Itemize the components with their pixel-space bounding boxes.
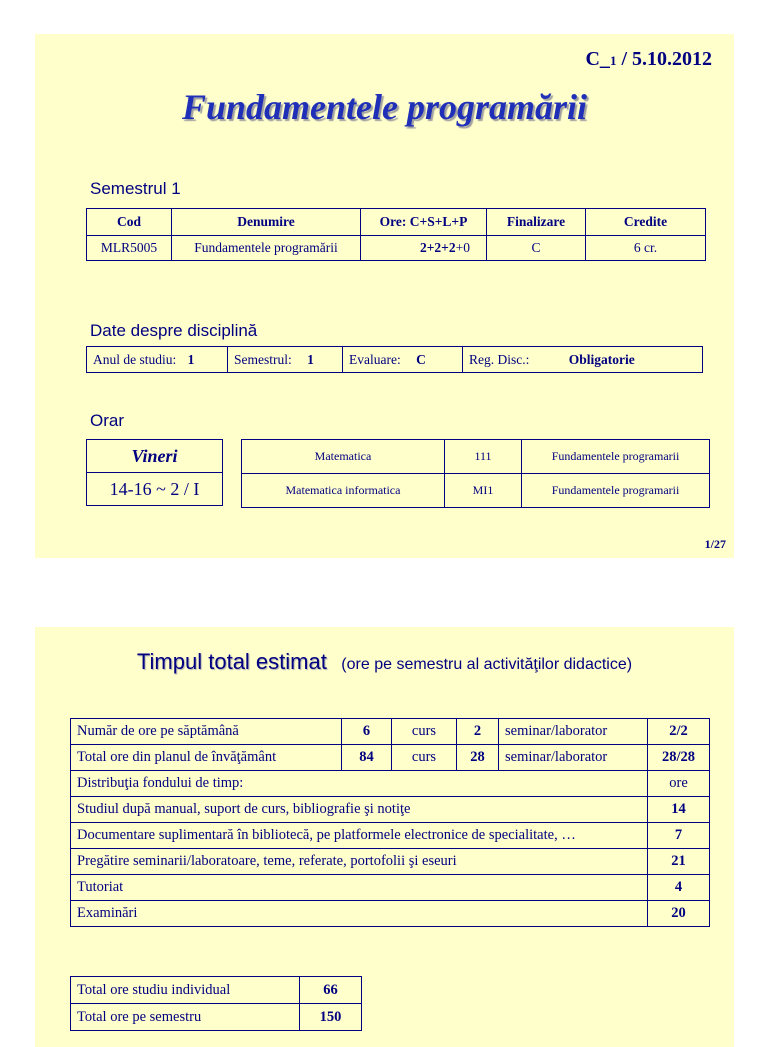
schedule-day-box xyxy=(86,439,223,506)
year-value: 1 xyxy=(187,351,195,367)
row-sem-value: 28/28 xyxy=(648,745,710,771)
semester-value: 1 xyxy=(307,351,314,367)
distribution-item-label: Documentare suplimentară în bibliotecă, pe platformele electronice de specialitate, … xyxy=(71,823,648,849)
header-cod: Cod xyxy=(87,209,172,236)
row-sem-value: 2/2 xyxy=(648,719,710,745)
course-table xyxy=(86,208,706,261)
distribution-item-label: Tutoriat xyxy=(71,875,648,901)
discipline-heading: Date despre disciplină xyxy=(90,321,258,340)
distribution-item-label: Examinări xyxy=(71,901,648,927)
evaluation-value: C xyxy=(416,351,426,367)
group-code: 111 xyxy=(445,440,522,474)
page-number: 1/27 xyxy=(704,537,726,551)
schedule-time-row xyxy=(87,473,223,506)
cell-credite: 6 cr. xyxy=(586,236,706,261)
totals-label: Total ore pe semestru xyxy=(71,1004,300,1031)
cell-ore xyxy=(361,236,487,261)
row-sem-label: seminar/laborator xyxy=(499,719,648,745)
groups-table xyxy=(241,439,710,508)
header-ore: Ore: C+S+L+P xyxy=(361,209,487,236)
group-row xyxy=(242,474,710,508)
distribution-row xyxy=(71,797,710,823)
slide2-title-block xyxy=(35,649,734,675)
cell-ore-bold: 2+2+2 xyxy=(419,240,456,255)
row-curs-label: curs xyxy=(392,745,457,771)
discipline-row xyxy=(87,347,703,373)
row-label: Număr de ore pe săptămână xyxy=(71,719,342,745)
cell-finalizare: C xyxy=(487,236,586,261)
distribution-header-row xyxy=(71,771,710,797)
totals-value: 66 xyxy=(300,977,362,1004)
schedule-day-row xyxy=(87,440,223,473)
hours-table xyxy=(70,718,710,927)
schedule-day: Vineri xyxy=(87,440,223,473)
group-specialization: Matematica xyxy=(242,440,445,474)
distribution-unit: ore xyxy=(648,771,710,797)
slide-course-info xyxy=(35,34,734,558)
header-credite: Credite xyxy=(586,209,706,236)
totals-table xyxy=(70,976,362,1031)
evaluation-cell xyxy=(343,347,463,373)
distribution-item-value: 21 xyxy=(648,849,710,875)
row-curs-label: curs xyxy=(392,719,457,745)
slide2-subtitle: (ore pe semestru al activităţilor didactice) xyxy=(341,656,633,673)
slide2-title: Timpul total estimat xyxy=(136,649,327,674)
semester-label: Semestrul: xyxy=(234,351,292,367)
group-code: MI1 xyxy=(445,474,522,508)
distribution-row xyxy=(71,901,710,927)
schedule-heading: Orar xyxy=(90,411,124,430)
discipline-table xyxy=(86,346,703,373)
totals-row xyxy=(71,1004,362,1031)
distribution-label: Distribuţia fondului de timp: xyxy=(71,771,648,797)
distribution-row xyxy=(71,823,710,849)
row-curs-value: 2 xyxy=(457,719,499,745)
semester-heading: Semestrul 1 xyxy=(90,179,181,198)
course-table-row xyxy=(87,236,706,261)
year-label: Anul de studiu: xyxy=(93,351,177,367)
distribution-item-value: 7 xyxy=(648,823,710,849)
distribution-item-value: 20 xyxy=(648,901,710,927)
slide-title: Fundamentele programării xyxy=(181,87,588,127)
reg-cell xyxy=(463,347,703,373)
semester-cell xyxy=(228,347,343,373)
distribution-row xyxy=(71,849,710,875)
distribution-row xyxy=(71,875,710,901)
totals-label: Total ore studiu individual xyxy=(71,977,300,1004)
row-label: Total ore din planul de învăţământ xyxy=(71,745,342,771)
schedule-time: 14-16 ~ 2 / I xyxy=(87,473,223,506)
cell-cod: MLR5005 xyxy=(87,236,172,261)
reg-value: Obligatorie xyxy=(568,351,635,367)
row-sem-label: seminar/laborator xyxy=(499,745,648,771)
course-date: / 5.10.2012 xyxy=(621,48,712,70)
header-denumire: Denumire xyxy=(172,209,361,236)
course-code-index: 1 xyxy=(609,53,617,68)
year-cell xyxy=(87,347,228,373)
hours-row-weekly xyxy=(71,719,710,745)
course-code-date xyxy=(585,48,712,71)
totals-row xyxy=(71,977,362,1004)
group-row xyxy=(242,440,710,474)
header-finalizare: Finalizare xyxy=(487,209,586,236)
evaluation-label: Evaluare: xyxy=(349,351,401,367)
row-total: 84 xyxy=(342,745,392,771)
group-specialization: Matematica informatica xyxy=(242,474,445,508)
group-course: Fundamentele programarii xyxy=(522,440,710,474)
distribution-item-value: 14 xyxy=(648,797,710,823)
course-code: C_ xyxy=(585,48,610,70)
distribution-item-value: 4 xyxy=(648,875,710,901)
distribution-item-label: Pregătire seminarii/laboratoare, teme, referate, portofolii şi eseuri xyxy=(71,849,648,875)
slide-time-estimate xyxy=(35,627,734,1047)
distribution-item-label: Studiul după manual, suport de curs, bibliografie şi notiţe xyxy=(71,797,648,823)
hours-row-total xyxy=(71,745,710,771)
totals-value: 150 xyxy=(300,1004,362,1031)
course-table-header xyxy=(87,209,706,236)
group-course: Fundamentele programarii xyxy=(522,474,710,508)
cell-ore-rest: +0 xyxy=(455,240,470,255)
row-curs-value: 28 xyxy=(457,745,499,771)
cell-denumire: Fundamentele programării xyxy=(172,236,361,261)
reg-label: Reg. Disc.: xyxy=(469,351,530,367)
row-total: 6 xyxy=(342,719,392,745)
